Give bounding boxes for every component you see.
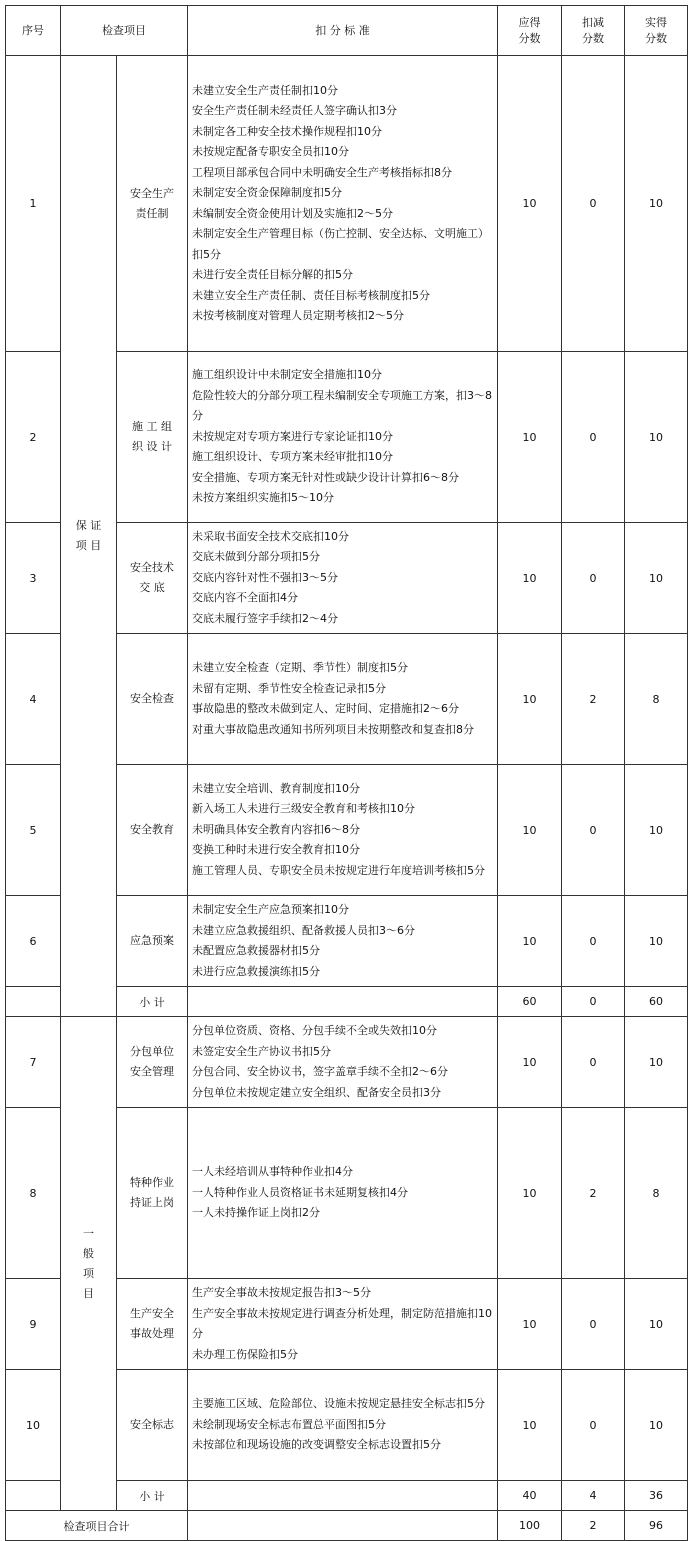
deduction-criteria xyxy=(188,1279,498,1370)
total-actual: 96 xyxy=(625,1511,688,1541)
criteria-line: 未建立安全检查（定期、季节性）制度扣5分 xyxy=(192,661,408,674)
header-row xyxy=(6,6,688,56)
due-score: 10 xyxy=(498,1017,562,1108)
deduct-score: 0 xyxy=(562,1279,625,1370)
actual-score: 10 xyxy=(625,523,688,634)
actual-score: 8 xyxy=(625,1108,688,1279)
criteria-line: 未采取书面安全技术交底扣10分 xyxy=(192,529,349,543)
deduction-criteria xyxy=(188,765,498,896)
total-deduct: 2 xyxy=(562,1511,625,1541)
deduct-score: 0 xyxy=(562,523,625,634)
actual-score: 10 xyxy=(625,56,688,352)
deduction-criteria xyxy=(188,56,498,352)
deduct-score: 2 xyxy=(562,634,625,765)
criteria-line: 未制定安全生产应急预案扣10分 xyxy=(192,903,349,916)
deduct-score: 0 xyxy=(562,1370,625,1481)
criteria-line: 施工管理人员、专职安全员未按规定进行年度培训考核扣5分 xyxy=(192,863,485,877)
criteria-line: 交底未做到分部分项扣5分 xyxy=(192,550,320,564)
empty-cell xyxy=(6,987,61,1017)
row-number: 4 xyxy=(6,634,61,765)
criteria-line: 未签定安全生产协议书扣5分 xyxy=(192,1044,331,1058)
check-item-name: 安全教育 xyxy=(117,765,188,896)
deduct-score: 0 xyxy=(562,1017,625,1108)
check-item-name: 施 工 组 织 设 计 xyxy=(117,352,188,523)
empty-cell xyxy=(6,1481,61,1511)
criteria-line: 未按规定对专项方案进行专家论证扣10分 xyxy=(192,429,393,443)
guarantee-category: 保 证 项 目 xyxy=(61,56,117,1017)
criteria-line: 分包合同、安全协议书，签字盖章手续不全扣2～6分 xyxy=(192,1065,448,1078)
due-score: 10 xyxy=(498,56,562,352)
subtotal-actual: 60 xyxy=(625,987,688,1017)
criteria-line: 生产安全事故未按规定进行调查分析处理，制定防范措施扣10分 xyxy=(192,1306,492,1340)
deduct-score: 2 xyxy=(562,1108,625,1279)
row-number: 6 xyxy=(6,896,61,987)
criteria-line: 施工组织设计、专项方案未经审批扣10分 xyxy=(192,450,393,464)
check-item-name: 安全技术 交 底 xyxy=(117,523,188,634)
table-row xyxy=(6,1017,688,1108)
criteria-line: 分包单位未按规定建立安全组织、配备安全员扣3分 xyxy=(192,1085,441,1099)
deduct-score: 0 xyxy=(562,765,625,896)
criteria-line: 未制定各工种安全技术操作规程扣10分 xyxy=(192,124,382,138)
row-number: 2 xyxy=(6,352,61,523)
actual-score: 10 xyxy=(625,896,688,987)
criteria-line: 未办理工伤保险扣5分 xyxy=(192,1347,298,1361)
criteria-line: 未按部位和现场设施的改变调整安全标志设置扣5分 xyxy=(192,1438,441,1452)
deduct-score: 0 xyxy=(562,352,625,523)
criteria-line: 事故隐患的整改未做到定人、定时间、定措施扣2～6分 xyxy=(192,702,459,715)
due-score: 10 xyxy=(498,896,562,987)
criteria-line: 未按方案组织实施扣5～10分 xyxy=(192,491,334,505)
table-row xyxy=(6,56,688,352)
due-score: 10 xyxy=(498,1370,562,1481)
check-item-name: 安全生产 责任制 xyxy=(117,56,188,352)
row-number: 3 xyxy=(6,523,61,634)
check-item-name: 安全检查 xyxy=(117,634,188,765)
subtotal-due: 60 xyxy=(498,987,562,1017)
general-category: 一 般 项 目 xyxy=(61,1017,117,1511)
actual-score: 10 xyxy=(625,1370,688,1481)
total-row xyxy=(6,1511,688,1541)
deduction-criteria xyxy=(188,352,498,523)
criteria-line: 一人未持操作证上岗扣2分 xyxy=(192,1206,320,1220)
subtotal-label: 小 计 xyxy=(117,1481,188,1511)
inspection-table xyxy=(5,5,688,1541)
header-actual: 实得 分数 xyxy=(625,6,688,56)
subtotal-actual: 36 xyxy=(625,1481,688,1511)
deduction-criteria xyxy=(188,634,498,765)
criteria-line: 交底内容针对性不强扣3～5分 xyxy=(192,570,338,584)
criteria-line: 新入场工人未进行三级安全教育和考核扣10分 xyxy=(192,802,415,816)
actual-score: 8 xyxy=(625,634,688,765)
due-score: 10 xyxy=(498,765,562,896)
actual-score: 10 xyxy=(625,352,688,523)
criteria-line: 分包单位资质、资格、分包手续不全或失效扣10分 xyxy=(192,1024,437,1037)
header-criteria: 扣 分 标 准 xyxy=(188,6,498,56)
criteria-line: 未编制安全资金使用计划及实施扣2～5分 xyxy=(192,206,393,220)
deduction-criteria xyxy=(188,1017,498,1108)
criteria-line: 未制定安全生产管理目标（伤亡控制、安全达标、文明施工）扣5分 xyxy=(192,227,489,261)
criteria-line: 主要施工区域、危险部位、设施未按规定悬挂安全标志扣5分 xyxy=(192,1397,485,1411)
row-number: 5 xyxy=(6,765,61,896)
row-number: 10 xyxy=(6,1370,61,1481)
deduction-criteria xyxy=(188,896,498,987)
deduction-criteria xyxy=(188,523,498,634)
row-number: 7 xyxy=(6,1017,61,1108)
criteria-line: 交底内容不全面扣4分 xyxy=(192,591,298,605)
header-deduct: 扣减 分数 xyxy=(562,6,625,56)
criteria-line: 未配置应急救援器材扣5分 xyxy=(192,944,320,957)
total-label: 检查项目合计 xyxy=(6,1511,188,1541)
criteria-line: 未建立安全培训、教育制度扣10分 xyxy=(192,781,360,795)
check-item-name: 安全标志 xyxy=(117,1370,188,1481)
due-score: 10 xyxy=(498,1108,562,1279)
row-number: 9 xyxy=(6,1279,61,1370)
criteria-line: 施工组织设计中未制定安全措施扣10分 xyxy=(192,368,382,382)
total-due: 100 xyxy=(498,1511,562,1541)
criteria-line: 未建立应急救援组织、配备救援人员扣3～6分 xyxy=(192,923,415,937)
actual-score: 10 xyxy=(625,1017,688,1108)
criteria-line: 未留有定期、季节性安全检查记录扣5分 xyxy=(192,681,386,695)
subtotal-due: 40 xyxy=(498,1481,562,1511)
criteria-line: 未明确具体安全教育内容扣6～8分 xyxy=(192,822,360,836)
header-no: 序号 xyxy=(6,6,61,56)
criteria-line: 未按规定配备专职安全员扣10分 xyxy=(192,145,349,158)
deduct-score: 0 xyxy=(562,56,625,352)
actual-score: 10 xyxy=(625,1279,688,1370)
criteria-line: 对重大事故隐患改通知书所列项目未按期整改和复查扣8分 xyxy=(192,722,474,736)
empty-cell xyxy=(188,1481,498,1511)
due-score: 10 xyxy=(498,634,562,765)
criteria-line: 安全生产责任制未经责任人签字确认扣3分 xyxy=(192,104,397,117)
check-item-name: 分包单位 安全管理 xyxy=(117,1017,188,1108)
check-item-name: 应急预案 xyxy=(117,896,188,987)
criteria-line: 未建立安全生产责任制、责任目标考核制度扣5分 xyxy=(192,288,430,302)
due-score: 10 xyxy=(498,352,562,523)
actual-score: 10 xyxy=(625,765,688,896)
criteria-line: 未进行应急救援演练扣5分 xyxy=(192,964,320,978)
due-score: 10 xyxy=(498,1279,562,1370)
criteria-line: 一人未经培训从事特种作业扣4分 xyxy=(192,1165,353,1179)
deduction-criteria xyxy=(188,1108,498,1279)
check-item-name: 生产安全 事故处理 xyxy=(117,1279,188,1370)
subtotal-label: 小 计 xyxy=(117,987,188,1017)
header-check-item: 检查项目 xyxy=(61,6,188,56)
deduction-criteria xyxy=(188,1370,498,1481)
deduct-score: 0 xyxy=(562,896,625,987)
criteria-line: 未进行安全责任目标分解的扣5分 xyxy=(192,268,353,281)
criteria-line: 危险性较大的分部分项工程未编制安全专项施工方案，扣3～8分 xyxy=(192,388,492,423)
criteria-line: 一人特种作业人员资格证书未延期复核扣4分 xyxy=(192,1185,408,1199)
subtotal-deduct: 0 xyxy=(562,987,625,1017)
criteria-line: 未建立安全生产责任制扣10分 xyxy=(192,83,338,97)
criteria-line: 未制定安全资金保障制度扣5分 xyxy=(192,186,342,199)
header-due: 应得 分数 xyxy=(498,6,562,56)
subtotal-deduct: 4 xyxy=(562,1481,625,1511)
criteria-line: 安全措施、专项方案无针对性或缺少设计计算扣6～8分 xyxy=(192,470,459,484)
criteria-line: 生产安全事故未按规定报告扣3～5分 xyxy=(192,1286,371,1299)
due-score: 10 xyxy=(498,523,562,634)
row-number: 1 xyxy=(6,56,61,352)
criteria-line: 交底未履行签字手续扣2～4分 xyxy=(192,611,338,625)
criteria-line: 工程项目部承包合同中未明确安全生产考核指标扣8分 xyxy=(192,165,452,179)
row-number: 8 xyxy=(6,1108,61,1279)
check-item-name: 特种作业 持证上岗 xyxy=(117,1108,188,1279)
empty-cell xyxy=(188,1511,498,1541)
criteria-line: 变换工种时未进行安全教育扣10分 xyxy=(192,843,360,857)
criteria-line: 未绘制现场安全标志布置总平面图扣5分 xyxy=(192,1417,386,1431)
empty-cell xyxy=(188,987,498,1017)
criteria-line: 未按考核制度对管理人员定期考核扣2～5分 xyxy=(192,309,404,322)
